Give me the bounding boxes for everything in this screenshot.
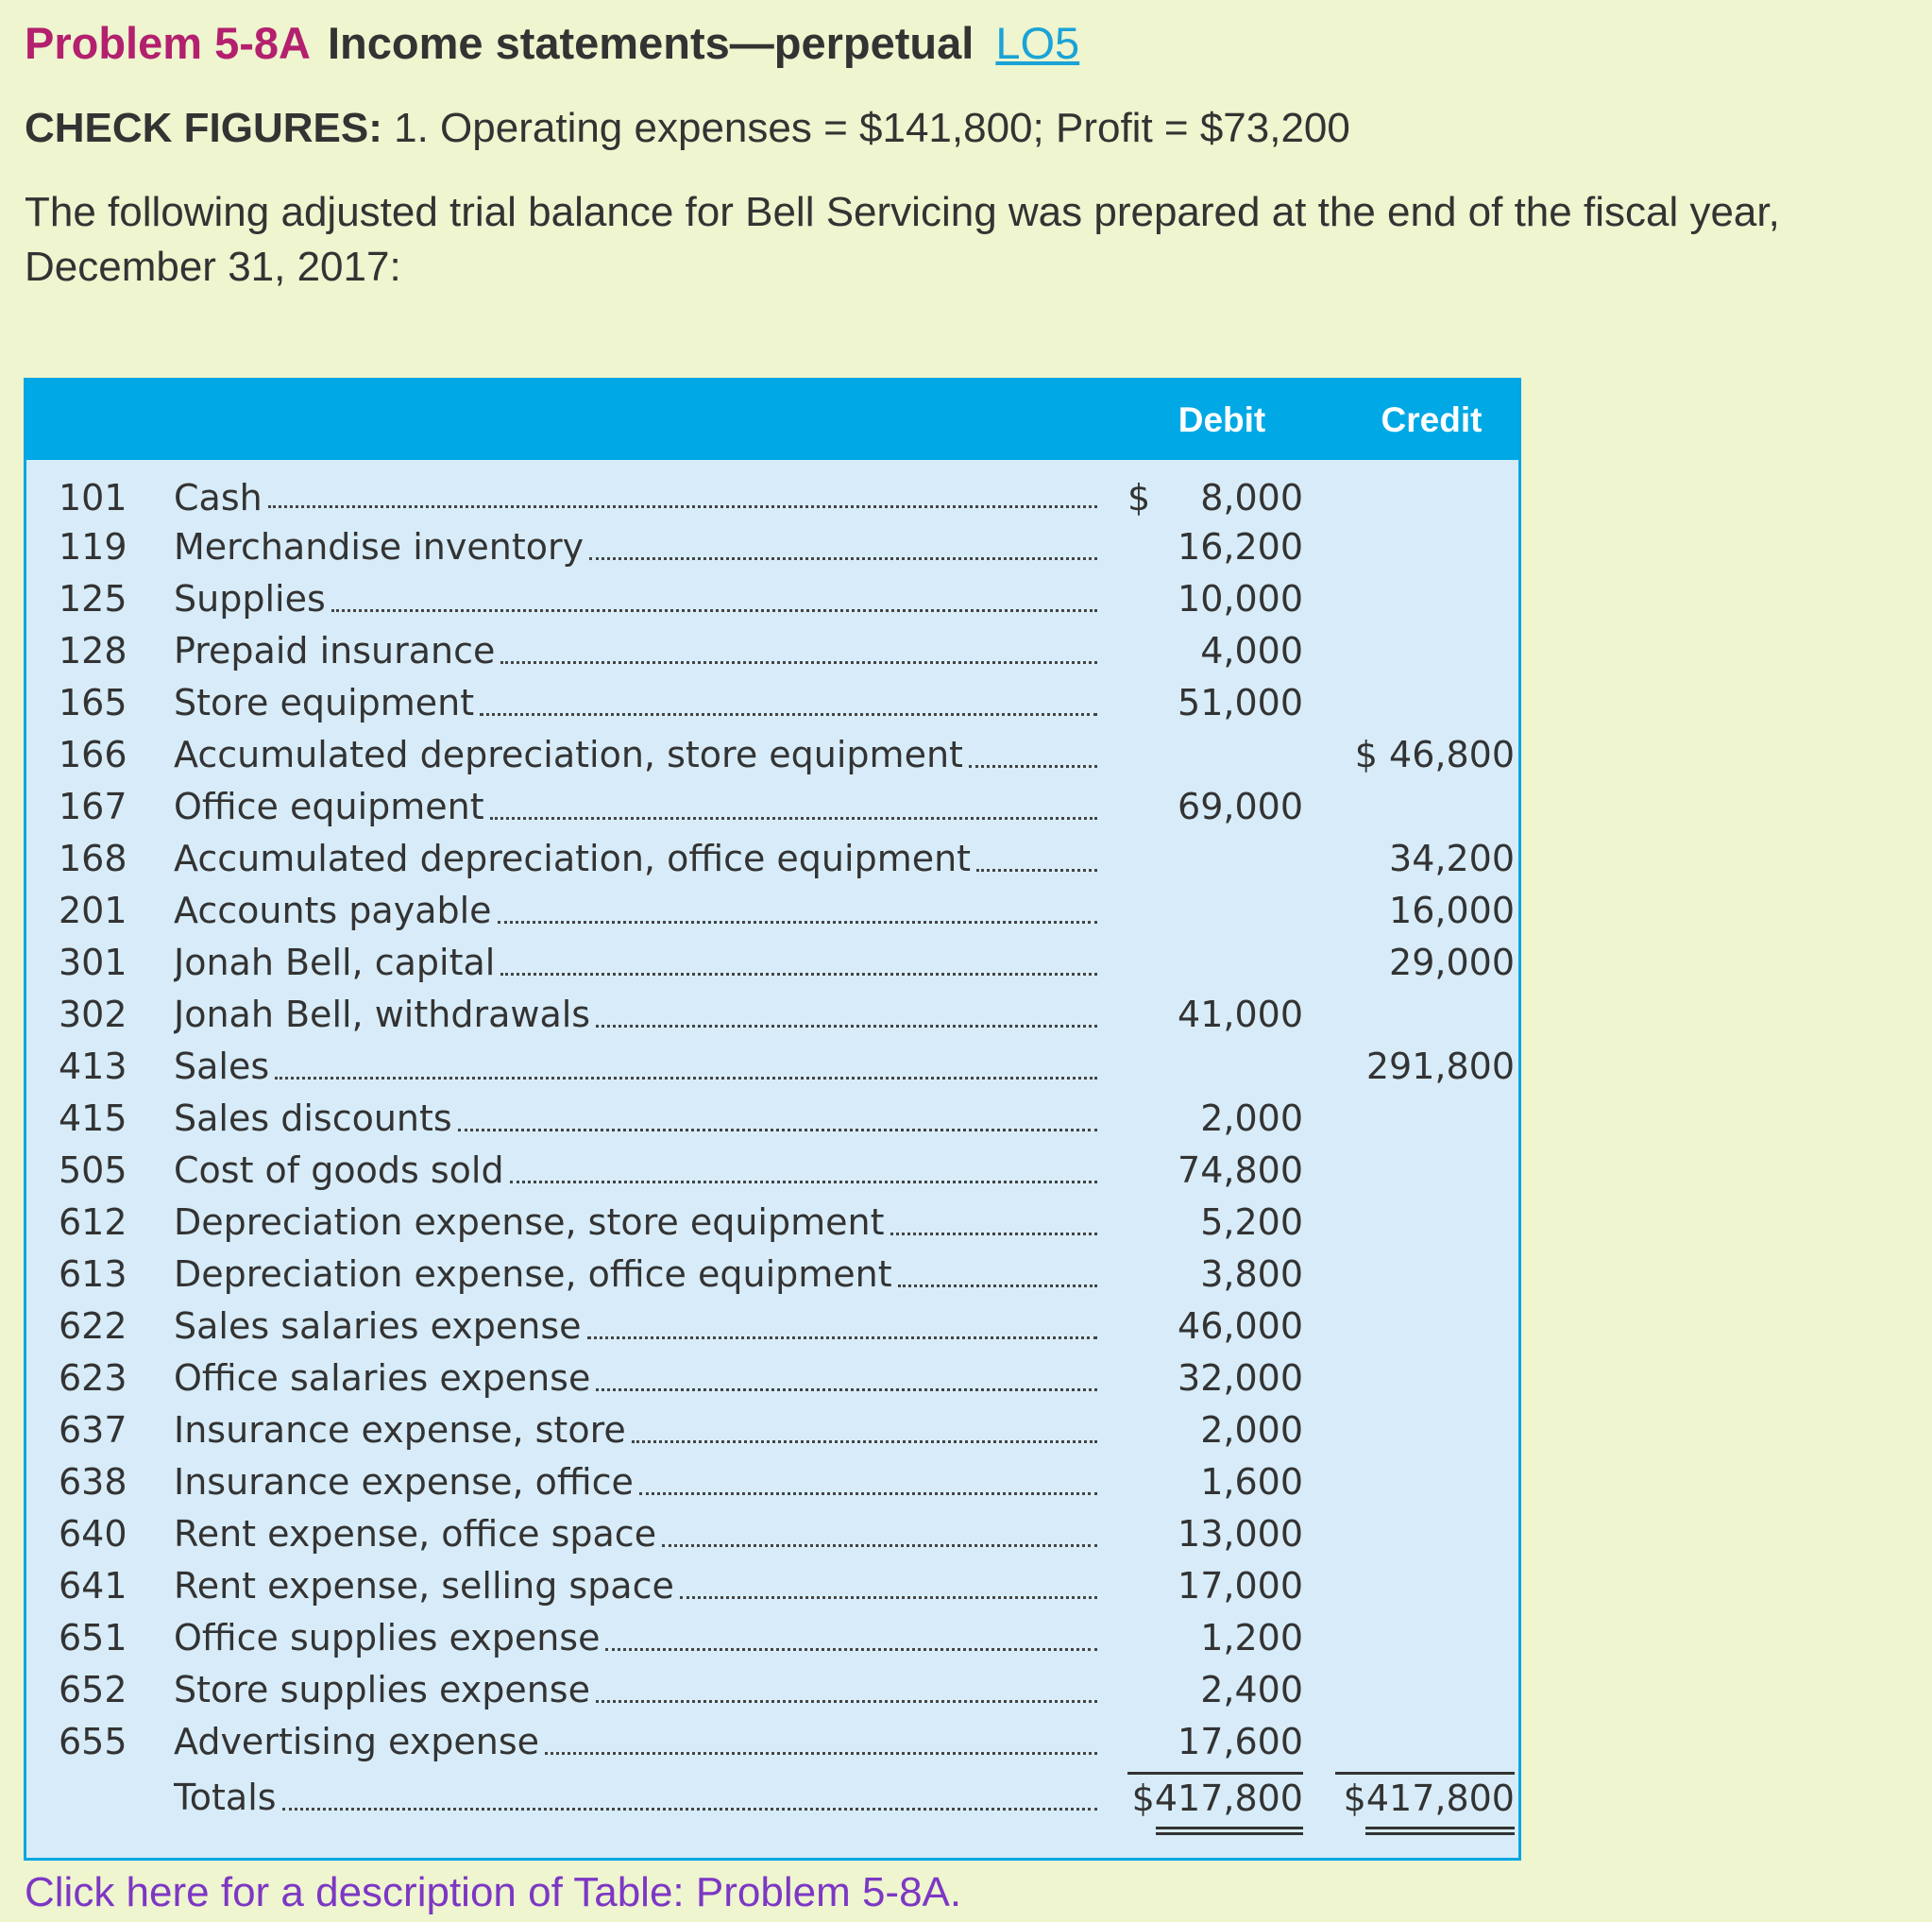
table-row bbox=[26, 1456, 1518, 1508]
table-row bbox=[26, 677, 1518, 729]
account-name: Jonah Bell, withdrawals bbox=[174, 994, 591, 1035]
dot-leader bbox=[500, 660, 1097, 664]
account-name-cell bbox=[174, 625, 1097, 677]
debit-amount: 74,800 bbox=[1178, 1149, 1303, 1191]
debit-amount: 16,200 bbox=[1178, 526, 1303, 568]
debit-amount: 17,600 bbox=[1178, 1721, 1303, 1762]
account-number: 101 bbox=[59, 477, 127, 519]
account-name: Insurance expense, office bbox=[174, 1461, 634, 1503]
account-number: 302 bbox=[59, 994, 127, 1035]
account-number: 413 bbox=[59, 1046, 127, 1087]
account-name-cell bbox=[174, 1716, 1097, 1768]
dot-leader bbox=[632, 1439, 1097, 1443]
table-row bbox=[26, 885, 1518, 937]
check-figures-text: 1. Operating expenses = $141,800; Profit = $73,200 bbox=[381, 105, 1350, 151]
table-row bbox=[26, 1560, 1518, 1612]
dot-leader bbox=[587, 1335, 1097, 1339]
debit-amount: 1,600 bbox=[1200, 1461, 1303, 1503]
table-row bbox=[26, 1352, 1518, 1404]
account-name: Sales salaries expense bbox=[174, 1305, 582, 1347]
dot-leader bbox=[458, 1128, 1097, 1131]
check-figures-label: CHECK FIGURES: bbox=[25, 105, 382, 151]
account-name-cell bbox=[174, 1612, 1097, 1664]
credit-amount: 29,000 bbox=[1389, 942, 1515, 983]
account-name-cell bbox=[174, 521, 1097, 573]
intro-text: The following adjusted trial balance for Bell Servicing was prepared at the end of the fiscal year, December 31, 2017: bbox=[25, 189, 1780, 290]
account-number: 613 bbox=[59, 1253, 127, 1295]
account-name-cell bbox=[174, 1041, 1097, 1093]
account-name-cell bbox=[174, 781, 1097, 833]
debit-amount: 3,800 bbox=[1200, 1253, 1303, 1295]
dot-leader bbox=[490, 816, 1097, 820]
credit-column-header: Credit bbox=[1381, 400, 1483, 439]
account-name: Cash bbox=[174, 477, 263, 519]
totals-row bbox=[26, 1772, 1518, 1840]
table-row bbox=[26, 1249, 1518, 1301]
account-number: 167 bbox=[59, 786, 127, 827]
table-row bbox=[26, 989, 1518, 1041]
account-number: 165 bbox=[59, 682, 127, 723]
debit-amount: 2,000 bbox=[1200, 1409, 1303, 1451]
table-row bbox=[26, 1145, 1518, 1197]
table-row bbox=[26, 1197, 1518, 1249]
credit-amount: 291,800 bbox=[1365, 1046, 1515, 1087]
credit-amount: 34,200 bbox=[1389, 838, 1515, 879]
account-name-cell bbox=[174, 1301, 1097, 1352]
account-name-cell bbox=[174, 1404, 1097, 1456]
lo-link[interactable]: LO5 bbox=[995, 18, 1080, 68]
dot-leader bbox=[596, 1387, 1097, 1391]
account-name-cell bbox=[174, 1197, 1097, 1249]
account-name-cell bbox=[174, 677, 1097, 729]
check-figures bbox=[25, 100, 1913, 157]
account-name: Store equipment bbox=[174, 682, 475, 723]
table-row bbox=[26, 625, 1518, 677]
account-number: 637 bbox=[59, 1409, 127, 1451]
dot-leader bbox=[605, 1647, 1097, 1651]
dot-leader bbox=[545, 1751, 1097, 1755]
table-body bbox=[26, 475, 1518, 1840]
debit-total: $417,800 bbox=[1127, 1772, 1303, 1824]
credit-total: $417,800 bbox=[1335, 1772, 1515, 1824]
debit-amount: 51,000 bbox=[1178, 682, 1303, 723]
dot-leader bbox=[969, 764, 1097, 768]
table-row bbox=[26, 1041, 1518, 1093]
account-name-cell bbox=[174, 1145, 1097, 1197]
account-number: 638 bbox=[59, 1461, 127, 1503]
dot-leader bbox=[480, 712, 1097, 716]
account-name: Supplies bbox=[174, 578, 326, 620]
debit-amount: 10,000 bbox=[1178, 578, 1303, 620]
table-row bbox=[26, 729, 1518, 781]
debit-amount: 4,000 bbox=[1200, 630, 1303, 672]
account-name: Office salaries expense bbox=[174, 1357, 591, 1399]
account-name: Sales bbox=[174, 1046, 270, 1087]
account-name: Accounts payable bbox=[174, 890, 492, 931]
dot-leader bbox=[639, 1491, 1097, 1495]
table-row bbox=[26, 475, 1518, 521]
dot-leader bbox=[331, 608, 1097, 612]
account-number: 166 bbox=[59, 734, 127, 775]
debit-double-underline bbox=[1156, 1827, 1303, 1835]
dollar-sign: $ bbox=[1127, 477, 1151, 519]
debit-amount: 2,000 bbox=[1200, 1097, 1303, 1139]
account-name-cell bbox=[174, 833, 1097, 885]
dot-leader bbox=[589, 556, 1097, 560]
account-name: Insurance expense, store bbox=[174, 1409, 626, 1451]
dot-leader bbox=[498, 920, 1097, 924]
account-name: Rent expense, selling space bbox=[174, 1565, 674, 1607]
account-number: 652 bbox=[59, 1669, 127, 1710]
account-number: 641 bbox=[59, 1565, 127, 1607]
account-number: 651 bbox=[59, 1617, 127, 1658]
account-name: Accumulated depreciation, store equipment bbox=[174, 734, 963, 775]
account-number: 622 bbox=[59, 1305, 127, 1347]
debit-amount: 13,000 bbox=[1178, 1513, 1303, 1555]
dot-leader bbox=[976, 868, 1097, 872]
account-name: Depreciation expense, office equipment bbox=[174, 1253, 892, 1295]
dot-leader bbox=[500, 972, 1097, 976]
table-row bbox=[26, 833, 1518, 885]
trial-balance-table bbox=[24, 378, 1521, 1861]
account-number: 655 bbox=[59, 1721, 127, 1762]
account-name-cell bbox=[174, 989, 1097, 1041]
totals-name-cell bbox=[174, 1772, 1097, 1824]
table-row bbox=[26, 521, 1518, 573]
debit-amount: 17,000 bbox=[1178, 1565, 1303, 1607]
table-row bbox=[26, 781, 1518, 833]
account-name-cell bbox=[174, 1249, 1097, 1301]
account-name: Jonah Bell, capital bbox=[174, 942, 496, 983]
totals-label: Totals bbox=[174, 1777, 277, 1818]
account-name-cell bbox=[174, 1664, 1097, 1716]
table-row bbox=[26, 1301, 1518, 1352]
problem-header bbox=[25, 13, 1913, 295]
account-name: Store supplies expense bbox=[174, 1669, 590, 1710]
debit-amount: 32,000 bbox=[1178, 1357, 1303, 1399]
account-name-cell bbox=[174, 1508, 1097, 1560]
dot-leader bbox=[898, 1284, 1097, 1287]
debit-amount: 41,000 bbox=[1178, 994, 1303, 1035]
problem-name: Income statements—perpetual bbox=[327, 18, 974, 68]
account-name-cell bbox=[174, 1352, 1097, 1404]
title-line bbox=[25, 13, 1913, 74]
credit-double-underline bbox=[1365, 1827, 1515, 1835]
table-row bbox=[26, 937, 1518, 989]
account-name: Merchandise inventory bbox=[174, 526, 585, 568]
table-row bbox=[26, 1508, 1518, 1560]
account-name-cell bbox=[174, 885, 1097, 937]
debit-amount: 69,000 bbox=[1178, 786, 1303, 827]
account-name: Rent expense, office space bbox=[174, 1513, 657, 1555]
account-number: 128 bbox=[59, 630, 127, 672]
dot-leader bbox=[282, 1807, 1097, 1811]
debit-column-header: Debit bbox=[1178, 400, 1266, 439]
account-name: Accumulated depreciation, office equipment bbox=[174, 838, 972, 879]
table-row bbox=[26, 1404, 1518, 1456]
account-number: 301 bbox=[59, 942, 127, 983]
account-name: Cost of goods sold bbox=[174, 1149, 504, 1191]
account-name: Depreciation expense, store equipment bbox=[174, 1201, 885, 1243]
debit-amount: 1,200 bbox=[1200, 1617, 1303, 1658]
account-name-cell bbox=[174, 475, 1097, 521]
table-row bbox=[26, 1612, 1518, 1664]
credit-amount: $ 46,800 bbox=[1354, 734, 1515, 775]
account-number: 415 bbox=[59, 1097, 127, 1139]
account-name-cell bbox=[174, 1093, 1097, 1145]
debit-amount: 2,400 bbox=[1200, 1669, 1303, 1710]
account-name: Advertising expense bbox=[174, 1721, 539, 1762]
table-description-link[interactable]: Click here for a description of Table: Problem 5-8A. bbox=[25, 1869, 962, 1915]
dot-leader bbox=[596, 1699, 1097, 1703]
dot-leader bbox=[662, 1543, 1097, 1547]
debit-amount: 8,000 bbox=[1200, 477, 1303, 519]
account-number: 612 bbox=[59, 1201, 127, 1243]
account-name-cell bbox=[174, 937, 1097, 989]
account-name-cell bbox=[174, 729, 1097, 781]
account-number: 505 bbox=[59, 1149, 127, 1191]
dot-leader bbox=[275, 1076, 1097, 1080]
table-row bbox=[26, 1093, 1518, 1145]
dot-leader bbox=[890, 1232, 1098, 1235]
debit-amount: 46,000 bbox=[1178, 1305, 1303, 1347]
debit-amount: 5,200 bbox=[1200, 1201, 1303, 1243]
table-row bbox=[26, 1664, 1518, 1716]
dot-leader bbox=[268, 504, 1097, 508]
account-name: Office equipment bbox=[174, 786, 484, 827]
dot-leader bbox=[596, 1024, 1097, 1028]
account-name: Office supplies expense bbox=[174, 1617, 601, 1658]
account-name-cell bbox=[174, 573, 1097, 625]
account-number: 201 bbox=[59, 890, 127, 931]
table-row bbox=[26, 573, 1518, 625]
account-number: 623 bbox=[59, 1357, 127, 1399]
dot-leader bbox=[510, 1180, 1097, 1183]
account-name: Sales discounts bbox=[174, 1097, 452, 1139]
credit-amount: 16,000 bbox=[1389, 890, 1515, 931]
account-name-cell bbox=[174, 1560, 1097, 1612]
account-number: 640 bbox=[59, 1513, 127, 1555]
account-name: Prepaid insurance bbox=[174, 630, 496, 672]
table-header bbox=[26, 381, 1518, 460]
account-number: 168 bbox=[59, 838, 127, 879]
dot-leader bbox=[680, 1595, 1097, 1599]
account-number: 125 bbox=[59, 578, 127, 620]
table-row bbox=[26, 1716, 1518, 1768]
account-name-cell bbox=[174, 1456, 1097, 1508]
problem-number: Problem 5-8A bbox=[25, 18, 311, 68]
account-number: 119 bbox=[59, 526, 127, 568]
